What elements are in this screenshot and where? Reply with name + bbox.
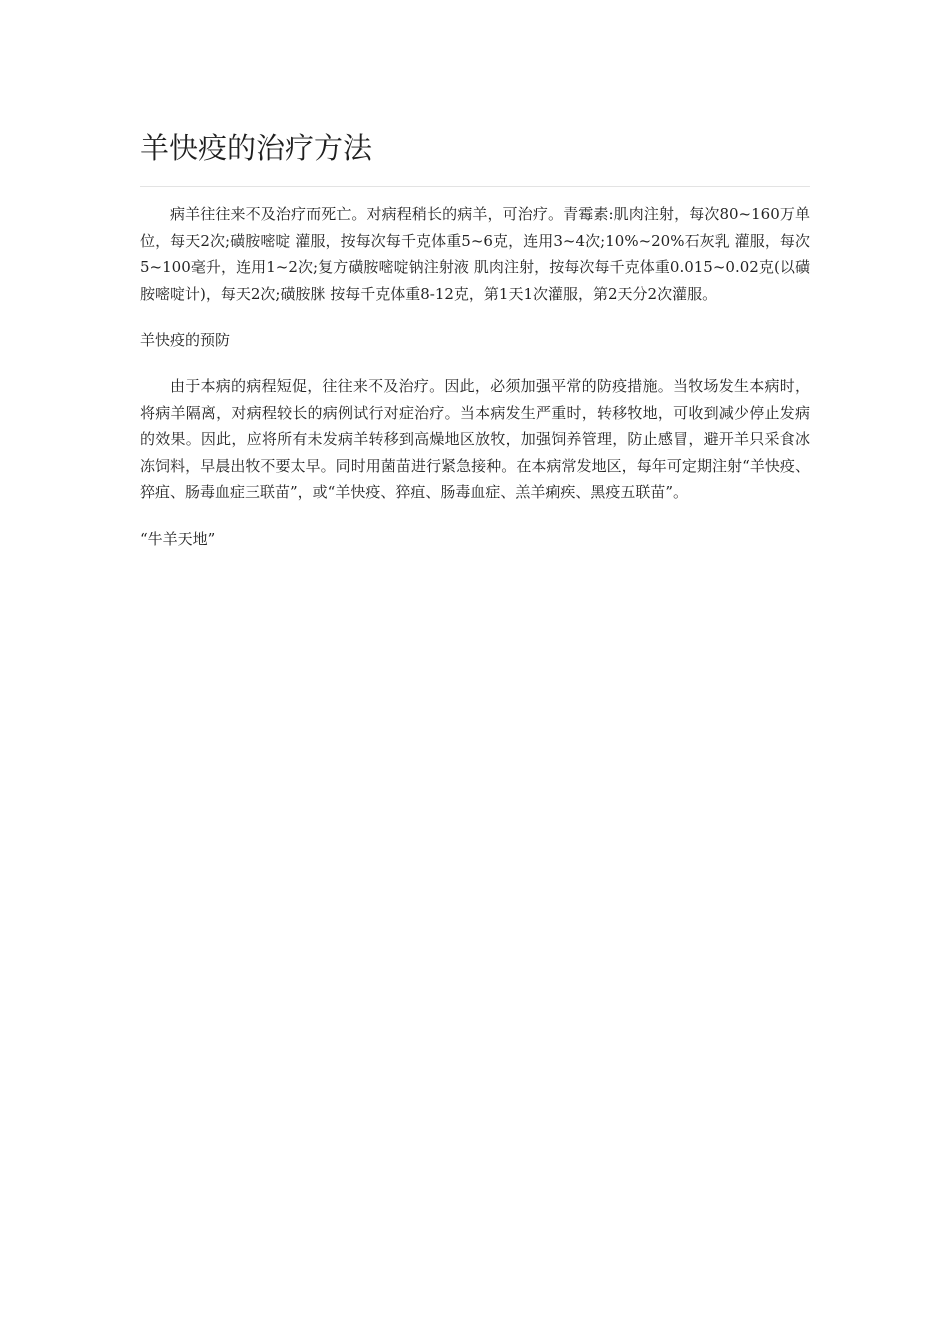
spacer [140, 307, 810, 327]
prevention-subheading: 羊快疫的预防 [140, 331, 231, 349]
title-divider [140, 186, 810, 187]
source-label: “牛羊天地” [140, 529, 216, 548]
page-title: 羊快疫的治疗方法 [140, 131, 373, 165]
treatment-paragraph: 病羊往往来不及治疗而死亡。对病程稍长的病羊，可治疗。青霉素:肌肉注射，每次80~160万单位，每天2次;磺胺嘧啶 灌服，按每次每千克体重5~6克，连用3~4次;10%~20%石灰乳 灌服，每次5~100毫升，连用1~2次;复方磺胺嘧啶钠注射液 肌肉注射，按每次每千克体重0.015~0.02克(以磺胺嘧啶计)，每天2次;磺胺脒 按每千克体重8-12克，第1天1次灌服，第2天分2次灌服。 [140, 205, 810, 303]
document-page [140, 126, 810, 552]
spacer [140, 506, 810, 526]
prevention-paragraph: 由于本病的病程短促，往往来不及治疗。因此，必须加强平常的防疫措施。当牧场发生本病时，将病羊隔离，对病程较长的病例试行对症治疗。当本病发生严重时，转移牧地，可收到减少停止发病的效果。因此，应将所有未发病羊转移到高燥地区放牧，加强饲养管理，防止感冒，避开羊只采食冰冻饲料，早晨出牧不要太早。同时用菌苗进行紧急接种。在本病常发地区，每年可定期注射“羊快疫、猝疽、肠毒血症三联苗”，或“羊快疫、猝疽、肠毒血症、羔羊痢疾、黑疫五联苗”。 [140, 377, 810, 501]
spacer [140, 353, 810, 373]
